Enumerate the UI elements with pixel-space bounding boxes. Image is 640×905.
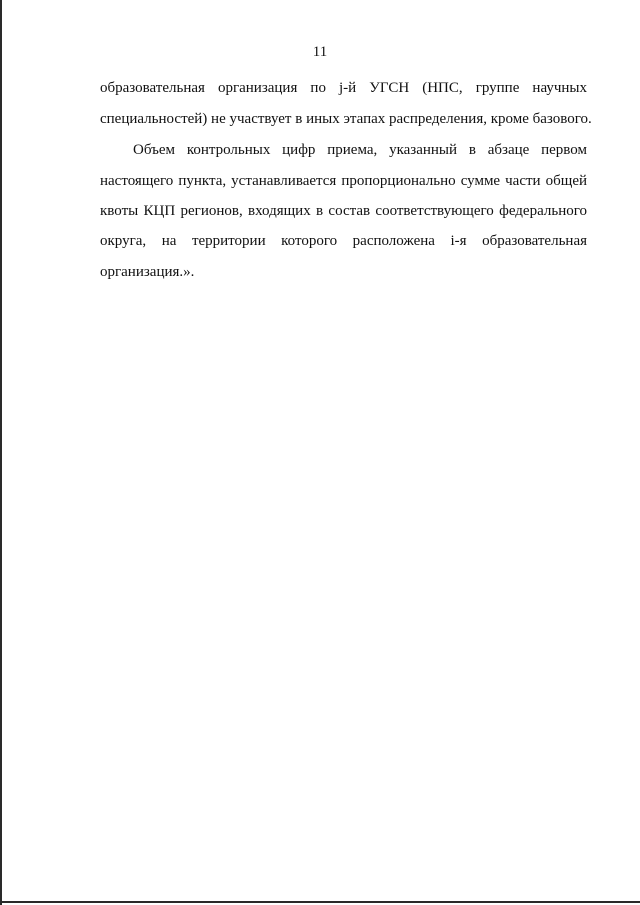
scan-left-edge	[0, 0, 2, 905]
paragraph-2-line-5: организация.».	[100, 264, 195, 280]
paragraph-1-line-1: образовательная организация по j-й УГСН (НПС, группе научных	[100, 80, 587, 96]
paragraph-2-line-4: округа, на территории которого расположена i-я образовательная	[100, 233, 587, 249]
paragraph-2-line-1: Объем контрольных цифр приема, указанный в абзаце первом	[133, 142, 587, 158]
scan-bottom-edge	[0, 901, 640, 903]
page-number: 11	[312, 44, 328, 60]
paragraph-2-line-2: настоящего пункта, устанавливается пропорционально сумме части общей	[100, 173, 587, 189]
paragraph-1-line-2: специальностей) не участвует в иных этапах распределения, кроме базового.	[100, 111, 592, 127]
paragraph-2-line-3: квоты КЦП регионов, входящих в состав соответствующего федерального	[100, 203, 587, 219]
